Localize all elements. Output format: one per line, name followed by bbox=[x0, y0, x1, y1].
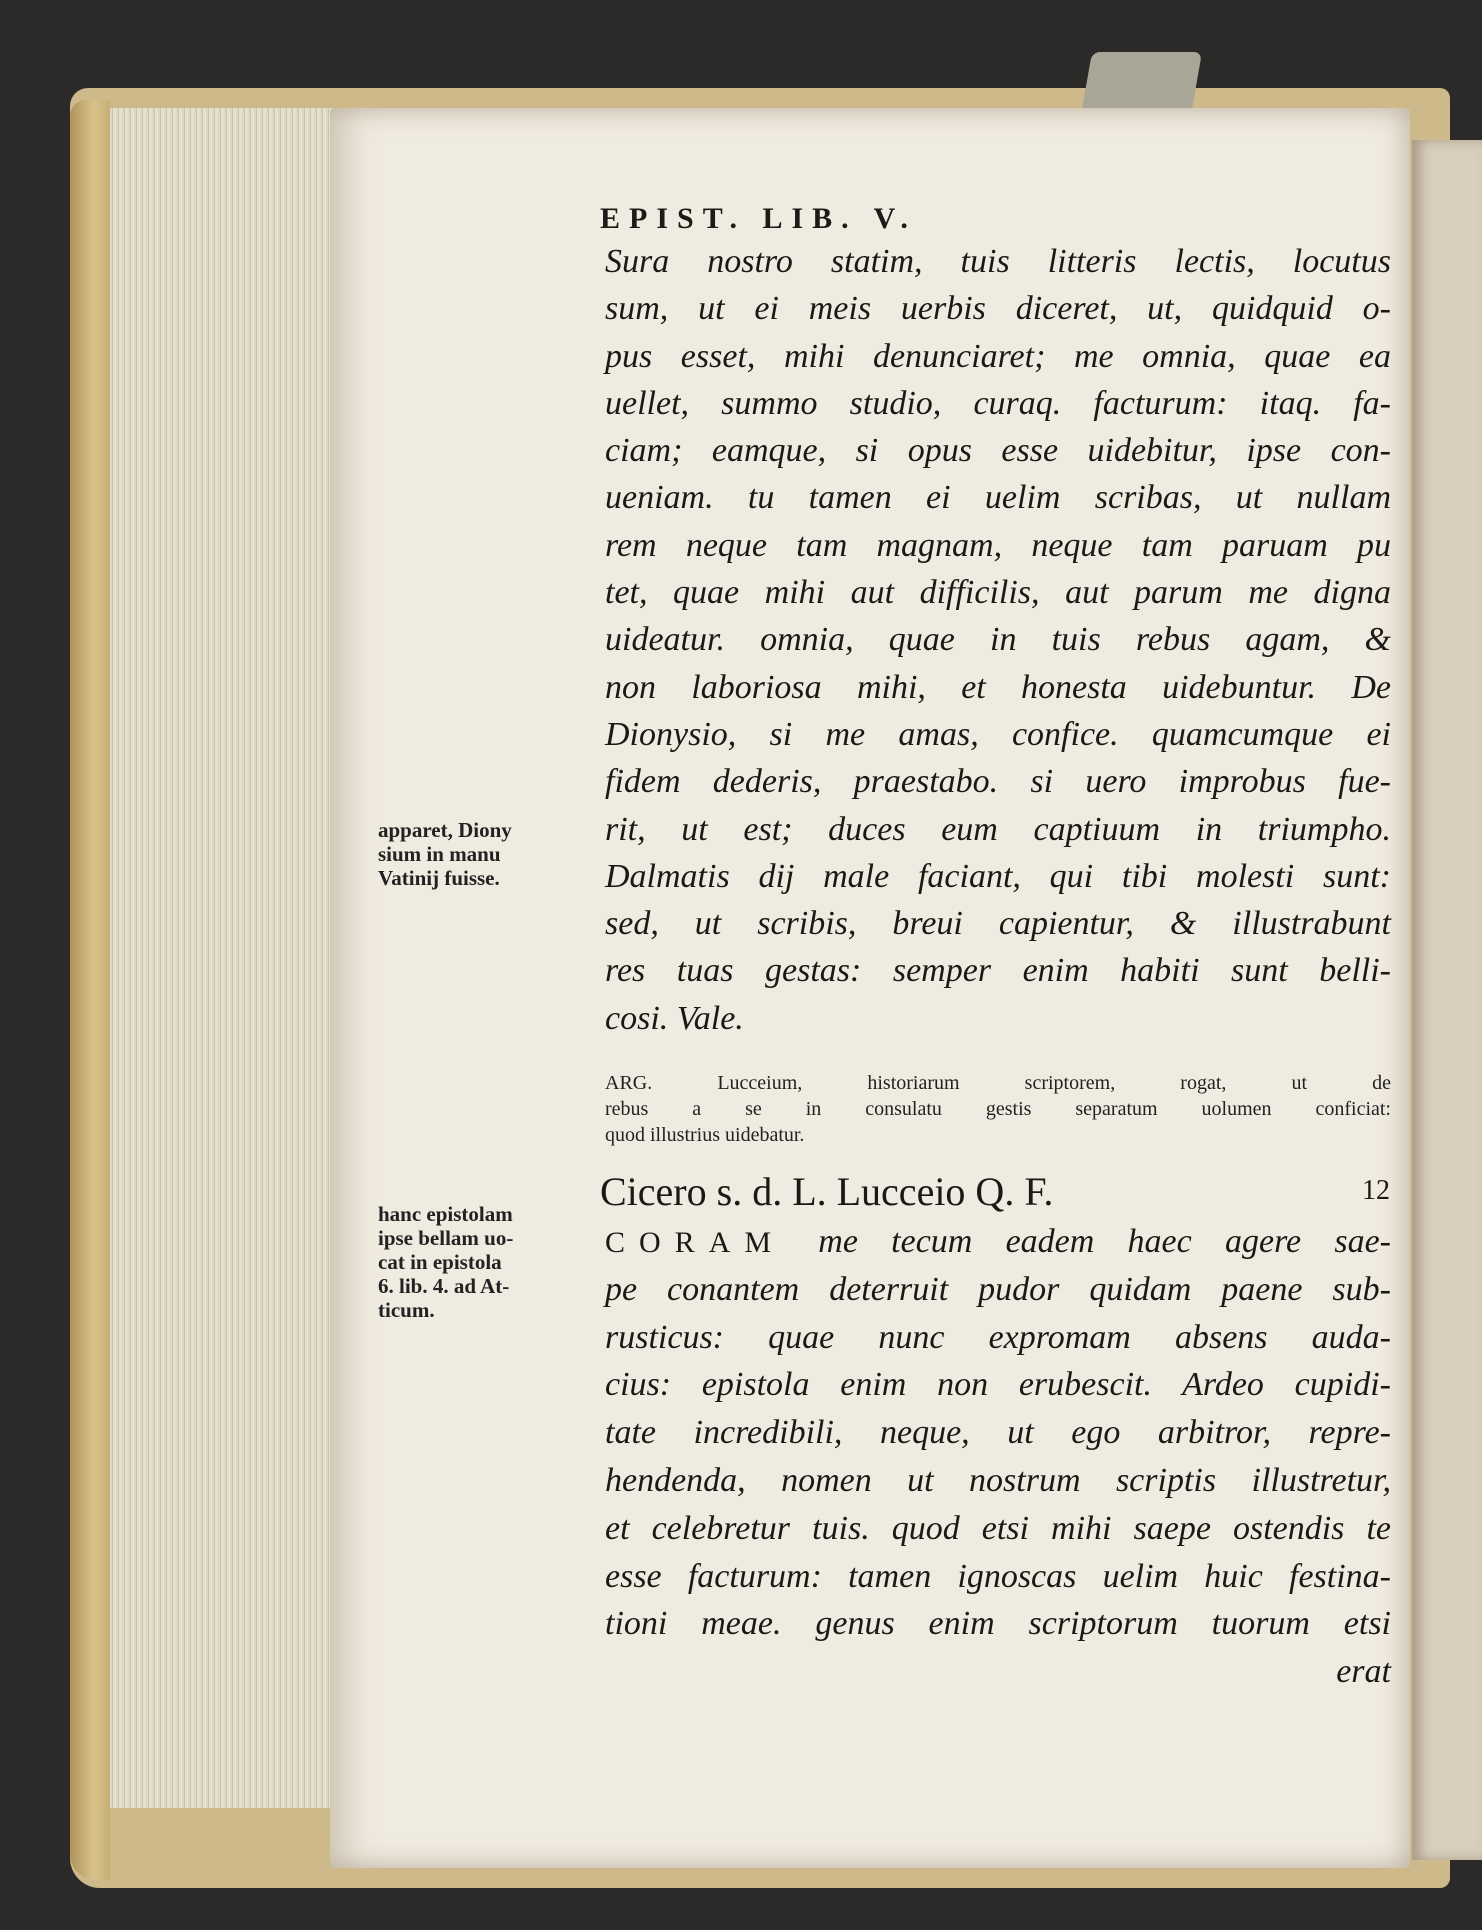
letter-opening-word: CORAM bbox=[605, 1226, 786, 1259]
marginal-note-line: ipse bellam uo- bbox=[378, 1226, 514, 1250]
body-line: sum, ut ei meis uerbis diceret, ut, quidquid o- bbox=[605, 290, 1391, 328]
book-spine bbox=[70, 100, 110, 1880]
argument-line: ARG. Lucceium, historiarum scriptorem, rogat, ut de bbox=[605, 1072, 1391, 1094]
marginal-note-line: 6. lib. 4. ad At- bbox=[378, 1274, 510, 1298]
body-line: ciam; eamque, si opus esse uidebitur, ipse con- bbox=[605, 432, 1391, 470]
argument-summary bbox=[605, 1070, 1391, 1148]
body-line: rit, ut est; duces eum captiuum in triumpho. bbox=[605, 810, 1391, 848]
body-line: rem neque tam magnam, neque tam paruam pu bbox=[605, 526, 1391, 564]
body-line: uideatur. omnia, quae in tuis rebus agam, & bbox=[605, 621, 1391, 659]
letter-line: tioni meae. genus enim scriptorum tuorum etsi bbox=[605, 1605, 1391, 1643]
body-line: uellet, summo studio, curaq. facturum: itaq. fa- bbox=[605, 384, 1391, 422]
marginal-note bbox=[378, 1202, 588, 1322]
letter-line: cius: epistola enim non erubescit. Ardeo cupidi- bbox=[605, 1366, 1391, 1404]
body-line: cosi. Vale. bbox=[605, 999, 744, 1037]
marginal-note-line: hanc epistolam bbox=[378, 1202, 513, 1226]
marginal-note-line: cat in epistola bbox=[378, 1250, 502, 1274]
letter-line: et celebretur tuis. quod etsi mihi saepe ostendis te bbox=[605, 1509, 1391, 1547]
marginal-note-line: sium in manu bbox=[378, 842, 501, 866]
letter-line: me tecum eadem haec agere sae- bbox=[818, 1223, 1392, 1260]
body-line: fidem dederis, praestabo. si uero improbus fue- bbox=[605, 763, 1391, 801]
letter-heading-row bbox=[600, 1166, 1390, 1216]
letter-line: tate incredibili, neque, ut ego arbitror, repre- bbox=[605, 1414, 1391, 1452]
page-edges bbox=[110, 108, 340, 1808]
marginal-note-line: ticum. bbox=[378, 1298, 435, 1322]
letter-line: rusticus: quae nunc expromam absens auda- bbox=[605, 1318, 1391, 1356]
letter-line: pe conantem deterruit pudor quidam paene sub- bbox=[605, 1270, 1391, 1308]
body-line: tet, quae mihi aut difficilis, aut parum me digna bbox=[605, 574, 1391, 612]
facing-page-edge bbox=[1412, 140, 1482, 1860]
running-head: EPIST. LIB. V. bbox=[600, 202, 917, 235]
letter-line: esse facturum: tamen ignoscas uelim huic festina- bbox=[605, 1557, 1391, 1595]
letter-line: hendenda, nomen ut nostrum scriptis illustretur, bbox=[605, 1461, 1391, 1499]
body-line: non laboriosa mihi, et honesta uidebuntur. De bbox=[605, 668, 1391, 706]
letter-heading: Cicero s. d. L. Lucceio Q. F. bbox=[600, 1168, 1054, 1214]
body-line: Sura nostro statim, tuis litteris lectis, locutus bbox=[605, 243, 1391, 280]
catchword: erat bbox=[1336, 1653, 1391, 1691]
body-line: sed, ut scribis, breui capientur, & illustrabunt bbox=[605, 905, 1391, 943]
body-line: ueniam. tu tamen ei uelim scribas, ut nullam bbox=[605, 479, 1391, 517]
body-line: res tuas gestas: semper enim habiti sunt belli- bbox=[605, 952, 1391, 990]
argument-line: quod illustrius uidebatur. bbox=[605, 1124, 805, 1146]
body-line: Dalmatis dij male faciant, qui tibi molesti sunt: bbox=[605, 857, 1391, 895]
body-line: pus esset, mihi denunciaret; me omnia, quae ea bbox=[605, 337, 1391, 375]
letter-number: 12 bbox=[1362, 1175, 1390, 1206]
marginal-note-line: Vatinij fuisse. bbox=[378, 866, 500, 890]
body-line: Dionysio, si me amas, confice. quamcumque ei bbox=[605, 715, 1391, 753]
marginal-note bbox=[378, 818, 588, 890]
argument-line: rebus a se in consulatu gestis separatum uolumen conficiat: bbox=[605, 1098, 1391, 1120]
letter-text bbox=[605, 1218, 1391, 1696]
body-text bbox=[605, 238, 1391, 1042]
marginal-note-line: apparet, Diony bbox=[378, 818, 512, 842]
